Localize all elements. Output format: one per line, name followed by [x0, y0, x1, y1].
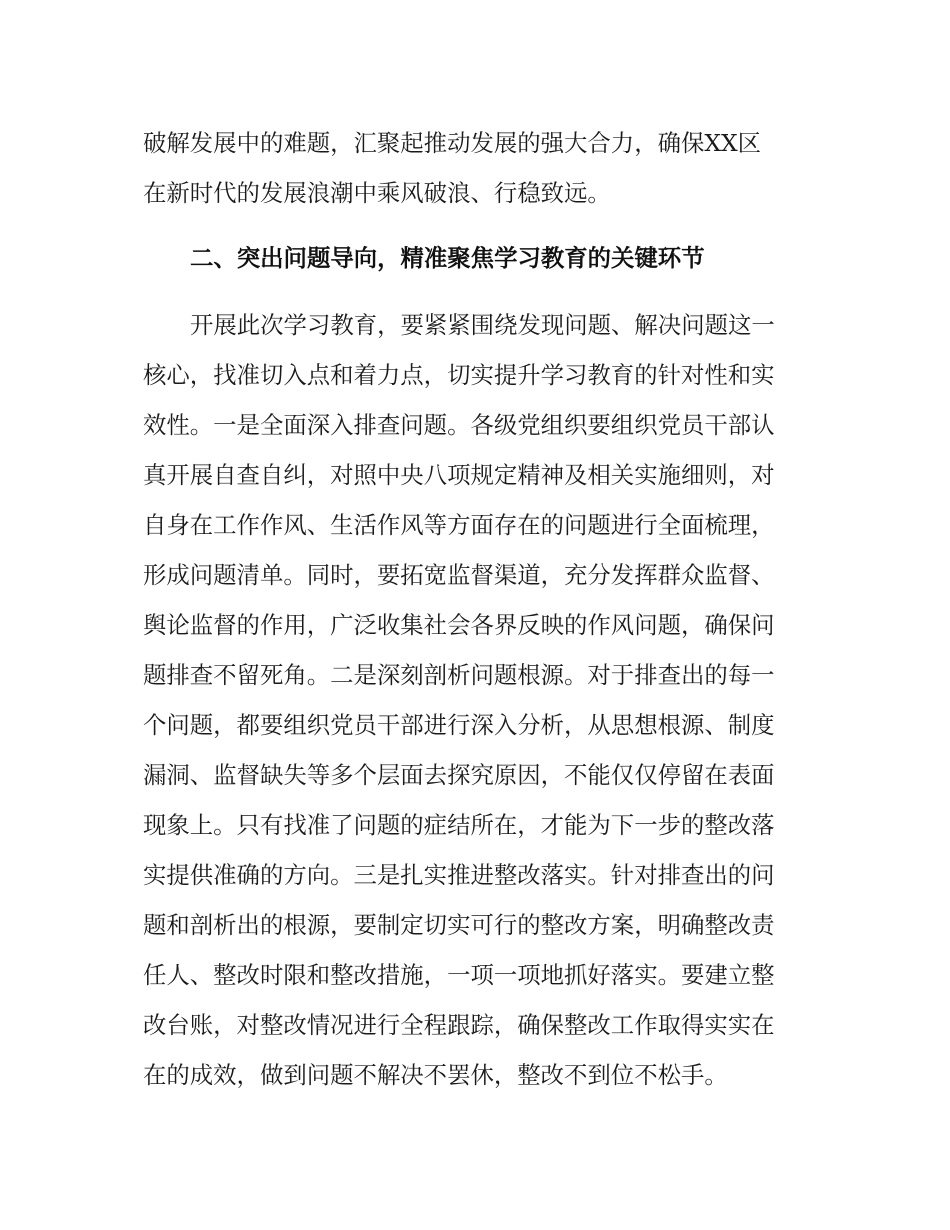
text-line: 自身在工作作风、生活作风等方面存在的问题进行全面梳理，: [143, 511, 775, 539]
text-line: 在新时代的发展浪潮中乘风破浪、行稳致远。: [143, 179, 611, 207]
text-line: 真开展自查自纠，对照中央八项规定精神及相关实施细则，对: [143, 461, 775, 489]
text-line: 效性。一是全面深入排查问题。各级党组织要组织党员干部认: [143, 411, 775, 439]
text-line: 任人、整改时限和整改措施，一项一项地抓好落实。要建立整: [143, 961, 775, 989]
text-line: 题和剖析出的根源，要制定切实可行的整改方案，明确整改责: [143, 911, 775, 939]
text-line: 个问题，都要组织党员干部进行深入分析，从思想根源、制度: [143, 711, 775, 739]
text-line: 题排查不留死角。二是深刻剖析问题根源。对于排查出的每一: [143, 661, 775, 689]
text-line: 实提供准确的方向。三是扎实推进整改落实。针对排查出的问: [143, 861, 775, 889]
text-line: 在的成效，做到问题不解决不罢休，整改不到位不松手。: [143, 1061, 728, 1089]
text-line: 开展此次学习教育，要紧紧围绕发现问题、解决问题这一: [190, 311, 775, 339]
text-line: 核心，找准切入点和着力点，切实提升学习教育的针对性和实: [143, 361, 775, 389]
text-line: 舆论监督的作用，广泛收集社会各界反映的作风问题，确保问: [143, 611, 775, 639]
text-line: 现象上。只有找准了问题的症结所在，才能为下一步的整改落: [143, 811, 775, 839]
text-line: 破解发展中的难题，汇聚起推动发展的强大合力，确保XX区: [143, 129, 762, 157]
section-heading: 二、突出问题导向，精准聚焦学习教育的关键环节: [190, 244, 705, 272]
text-line: 改台账，对整改情况进行全程跟踪，确保整改工作取得实实在: [143, 1011, 775, 1039]
text-line: 形成问题清单。同时，要拓宽监督渠道，充分发挥群众监督、: [143, 561, 775, 589]
text-line: 漏洞、监督缺失等多个层面去探究原因，不能仅仅停留在表面: [143, 761, 775, 789]
